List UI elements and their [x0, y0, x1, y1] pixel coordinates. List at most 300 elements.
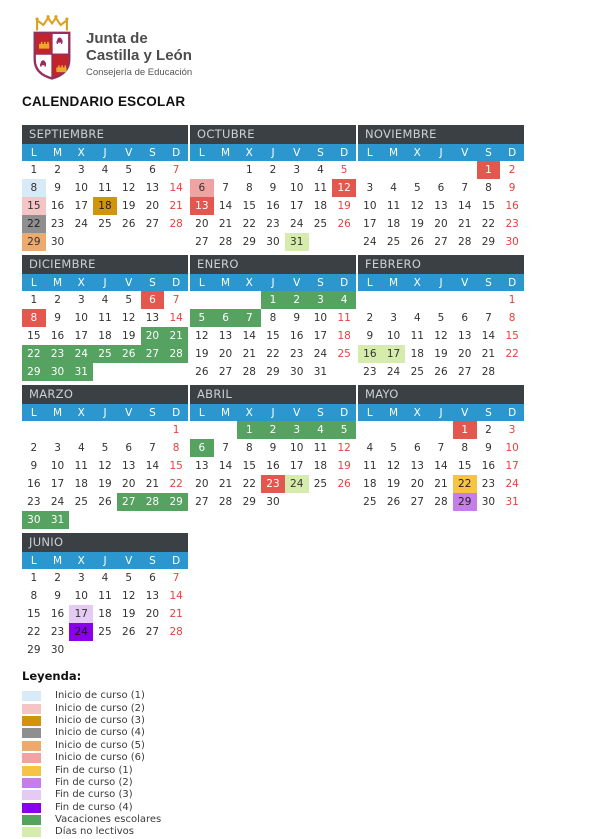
- day-cell: 4: [332, 291, 356, 309]
- weekday-header: J: [93, 404, 117, 421]
- day-cell: 7: [172, 572, 180, 584]
- day-cell: 17: [74, 200, 88, 212]
- day-cell: 15: [481, 200, 496, 212]
- empty-cell: [214, 421, 238, 439]
- weekday-header: M: [46, 552, 70, 569]
- day-cell: 3: [77, 294, 85, 306]
- weekday-header: D: [332, 144, 356, 161]
- day-cell: 16: [27, 478, 41, 490]
- day-cell: 8: [245, 442, 253, 454]
- day-cell: 30: [481, 496, 496, 508]
- day-cell: 27: [141, 345, 165, 363]
- month-days-grid: [22, 144, 188, 251]
- day-cell: 30: [50, 236, 65, 248]
- weekday-header: S: [141, 274, 165, 291]
- day-cell: 18: [74, 478, 88, 490]
- weekday-header: D: [164, 552, 188, 569]
- page-title: CALENDARIO ESCOLAR: [22, 94, 186, 109]
- legend: [22, 669, 602, 839]
- month-days-grid: [358, 404, 524, 511]
- day-cell: 25: [93, 345, 117, 363]
- day-cell: 28: [218, 496, 233, 508]
- day-cell: 7: [172, 164, 180, 176]
- day-cell: 8: [461, 442, 469, 454]
- day-cell: 25: [410, 366, 424, 378]
- day-cell: 8: [485, 182, 492, 194]
- legend-item-inicio2: [22, 702, 602, 714]
- day-cell: 23: [46, 345, 70, 363]
- day-cell: 1: [477, 161, 501, 179]
- day-cell: 22: [266, 348, 280, 360]
- month-febrero: [358, 255, 524, 381]
- day-cell: 1: [261, 291, 285, 309]
- month-diciembre: [22, 255, 188, 381]
- weekday-header: M: [46, 144, 70, 161]
- weekday-header: S: [309, 274, 333, 291]
- empty-cell: [237, 291, 261, 309]
- day-cell: 17: [50, 478, 65, 490]
- day-cell: 13: [145, 312, 160, 324]
- day-cell: 16: [50, 200, 65, 212]
- weekday-header: V: [453, 274, 477, 291]
- day-cell: 22: [242, 478, 256, 490]
- day-cell: 10: [386, 330, 401, 342]
- day-cell: 25: [386, 236, 401, 248]
- legend-item-vacaciones: [22, 814, 602, 826]
- day-cell: 5: [340, 164, 348, 176]
- day-cell: 8: [30, 590, 38, 602]
- day-cell: 17: [69, 605, 93, 623]
- day-cell: 11: [410, 330, 424, 342]
- day-cell: 29: [453, 493, 477, 511]
- day-cell: 11: [74, 460, 88, 472]
- day-cell: 7: [237, 309, 261, 327]
- day-cell: 31: [313, 366, 328, 378]
- weekday-header: D: [500, 144, 524, 161]
- empty-cell: [358, 291, 382, 309]
- day-cell: 20: [218, 348, 233, 360]
- weekday-header: X: [405, 274, 429, 291]
- legend-swatch-nolectivo: [22, 827, 41, 837]
- empty-cell: [358, 421, 382, 439]
- day-cell: 2: [366, 312, 374, 324]
- legend-label: Inicio de curso (4): [55, 727, 145, 739]
- legend-items: [22, 690, 602, 839]
- empty-cell: [429, 161, 453, 179]
- day-cell: 13: [122, 460, 136, 472]
- day-cell: 24: [386, 366, 401, 378]
- weekday-header: L: [358, 274, 382, 291]
- day-cell: 5: [125, 572, 133, 584]
- day-cell: 12: [332, 179, 356, 197]
- legend-swatch-inicio6: [22, 753, 41, 763]
- day-cell: 18: [98, 330, 112, 342]
- day-cell: 6: [141, 291, 165, 309]
- day-cell: 17: [74, 330, 88, 342]
- weekday-header: L: [358, 144, 382, 161]
- day-cell: 18: [93, 197, 117, 215]
- day-cell: 12: [337, 442, 351, 454]
- empty-cell: [46, 421, 70, 439]
- weekday-header: S: [477, 274, 501, 291]
- day-cell: 12: [122, 182, 136, 194]
- legend-label: Fin de curso (3): [55, 789, 133, 801]
- day-cell: 3: [366, 182, 374, 194]
- day-cell: 17: [382, 345, 406, 363]
- day-cell: 27: [145, 218, 160, 230]
- day-cell: 21: [169, 608, 183, 620]
- weekday-header: D: [164, 274, 188, 291]
- month-junio: [22, 533, 188, 659]
- day-cell: 4: [101, 164, 109, 176]
- day-cell: 9: [269, 442, 277, 454]
- day-cell: 26: [434, 366, 448, 378]
- day-cell: 26: [386, 496, 401, 508]
- month-days-grid: [22, 274, 188, 381]
- day-cell: 19: [434, 348, 448, 360]
- day-cell: 5: [413, 182, 421, 194]
- day-cell: 13: [145, 182, 160, 194]
- legend-label: Días no lectivos: [55, 826, 135, 838]
- day-cell: 25: [313, 218, 328, 230]
- day-cell: 8: [22, 179, 46, 197]
- day-cell: 7: [461, 182, 469, 194]
- month-enero: [190, 255, 356, 381]
- weekday-header: J: [429, 144, 453, 161]
- day-cell: 26: [122, 626, 136, 638]
- empty-cell: [214, 161, 238, 179]
- weekday-header: M: [382, 144, 406, 161]
- empty-cell: [190, 291, 214, 309]
- month-title: ABRIL: [190, 385, 356, 404]
- weekday-header: V: [117, 552, 141, 569]
- day-cell: 10: [74, 182, 88, 194]
- legend-swatch-fin3: [22, 790, 41, 800]
- calendar-page: [0, 14, 602, 838]
- day-cell: 4: [309, 421, 333, 439]
- day-cell: 20: [195, 478, 209, 490]
- day-cell: 30: [266, 236, 280, 248]
- day-cell: 20: [145, 608, 160, 620]
- month-title: NOVIEMBRE: [358, 125, 524, 144]
- day-cell: 6: [149, 164, 156, 176]
- weekday-header: M: [382, 404, 406, 421]
- day-cell: 18: [313, 200, 328, 212]
- day-cell: 4: [413, 312, 421, 324]
- legend-label: Inicio de curso (1): [55, 690, 145, 702]
- weekday-header: X: [405, 144, 429, 161]
- day-cell: 5: [190, 309, 214, 327]
- weekday-header: D: [332, 404, 356, 421]
- empty-cell: [405, 161, 429, 179]
- day-cell: 6: [190, 179, 214, 197]
- day-cell: 16: [266, 200, 280, 212]
- day-cell: 14: [169, 182, 183, 194]
- month-title: ENERO: [190, 255, 356, 274]
- empty-cell: [477, 291, 501, 309]
- empty-cell: [190, 421, 214, 439]
- empty-cell: [453, 161, 477, 179]
- weekday-header: L: [190, 274, 214, 291]
- day-cell: 10: [313, 312, 328, 324]
- day-cell: 17: [290, 460, 304, 472]
- day-cell: 28: [164, 345, 188, 363]
- legend-swatch-fin2: [22, 778, 41, 788]
- day-cell: 15: [242, 460, 256, 472]
- weekday-header: V: [285, 404, 309, 421]
- day-cell: 9: [508, 182, 516, 194]
- day-cell: 2: [54, 572, 61, 584]
- day-cell: 20: [145, 200, 160, 212]
- legend-label: Inicio de curso (3): [55, 714, 145, 726]
- month-days-grid: [190, 404, 356, 511]
- day-cell: 23: [261, 475, 285, 493]
- day-cell: 13: [195, 460, 209, 472]
- month-days-grid: [358, 274, 524, 381]
- day-cell: 21: [458, 218, 472, 230]
- month-abril: [190, 385, 356, 511]
- day-cell: 14: [242, 330, 256, 342]
- weekday-header: M: [214, 274, 238, 291]
- day-cell: 6: [437, 182, 445, 194]
- day-cell: 17: [290, 200, 304, 212]
- day-cell: 5: [390, 442, 397, 454]
- day-cell: 22: [453, 475, 477, 493]
- day-cell: 7: [222, 182, 229, 194]
- empty-cell: [69, 421, 93, 439]
- day-cell: 4: [101, 294, 109, 306]
- day-cell: 11: [313, 182, 328, 194]
- day-cell: 29: [242, 496, 256, 508]
- empty-cell: [405, 421, 429, 439]
- day-cell: 8: [22, 309, 46, 327]
- day-cell: 4: [101, 572, 109, 584]
- legend-item-inicio3: [22, 715, 602, 727]
- day-cell: 19: [98, 478, 112, 490]
- day-cell: 26: [195, 366, 209, 378]
- month-title: FEBRERO: [358, 255, 524, 274]
- day-cell: 17: [313, 330, 328, 342]
- weekday-header: L: [190, 404, 214, 421]
- day-cell: 10: [290, 182, 304, 194]
- org-name: [86, 30, 192, 78]
- day-cell: 18: [363, 478, 377, 490]
- day-cell: 13: [218, 330, 233, 342]
- day-cell: 25: [337, 348, 351, 360]
- weekday-header: D: [332, 274, 356, 291]
- day-cell: 27: [410, 496, 424, 508]
- day-cell: 18: [98, 608, 112, 620]
- day-cell: 12: [410, 200, 424, 212]
- weekday-header: L: [22, 404, 46, 421]
- weekday-header: D: [500, 404, 524, 421]
- day-cell: 29: [22, 363, 46, 381]
- day-cell: 23: [266, 218, 280, 230]
- legend-item-inicio1: [22, 690, 602, 702]
- day-cell: 30: [46, 363, 70, 381]
- day-cell: 22: [27, 626, 41, 638]
- org-name-line1: Junta de: [86, 30, 148, 47]
- day-cell: 5: [437, 312, 445, 324]
- empty-cell: [141, 421, 165, 439]
- weekday-header: V: [285, 144, 309, 161]
- day-cell: 27: [145, 626, 160, 638]
- day-cell: 13: [458, 330, 472, 342]
- legend-item-fin1: [22, 764, 602, 776]
- day-cell: 27: [434, 236, 448, 248]
- day-cell: 12: [122, 312, 136, 324]
- day-cell: 11: [98, 182, 112, 194]
- day-cell: 19: [337, 460, 351, 472]
- month-title: JUNIO: [22, 533, 188, 552]
- month-marzo: [22, 385, 188, 529]
- day-cell: 15: [458, 460, 472, 472]
- day-cell: 2: [269, 164, 277, 176]
- day-cell: 11: [363, 460, 377, 472]
- day-cell: 13: [410, 460, 424, 472]
- month-mayo: [358, 385, 524, 511]
- month-title: MAYO: [358, 385, 524, 404]
- empty-cell: [429, 421, 453, 439]
- day-cell: 21: [218, 218, 233, 230]
- day-cell: 17: [363, 218, 377, 230]
- day-cell: 19: [410, 218, 424, 230]
- org-name-line2: Castilla y León: [86, 47, 192, 64]
- day-cell: 24: [69, 345, 93, 363]
- day-cell: 25: [313, 478, 328, 490]
- month-title: MARZO: [22, 385, 188, 404]
- day-cell: 11: [98, 312, 112, 324]
- day-cell: 24: [285, 475, 309, 493]
- weekday-header: V: [285, 274, 309, 291]
- day-cell: 9: [293, 312, 301, 324]
- day-cell: 18: [337, 330, 351, 342]
- day-cell: 11: [337, 312, 351, 324]
- day-cell: 12: [195, 330, 209, 342]
- day-cell: 3: [390, 312, 397, 324]
- day-cell: 2: [261, 421, 285, 439]
- castilla-leon-crest-icon: [28, 14, 76, 80]
- legend-swatch-inicio3: [22, 716, 41, 726]
- day-cell: 11: [386, 200, 401, 212]
- weekday-header: X: [237, 144, 261, 161]
- day-cell: 10: [74, 590, 88, 602]
- day-cell: 8: [172, 442, 180, 454]
- day-cell: 21: [481, 348, 496, 360]
- org-department: Consejería de Educación: [86, 67, 193, 78]
- day-cell: 23: [50, 626, 65, 638]
- day-cell: 7: [437, 442, 445, 454]
- day-cell: 24: [74, 218, 88, 230]
- day-cell: 22: [242, 218, 256, 230]
- day-cell: 29: [266, 366, 280, 378]
- weekday-header: J: [93, 274, 117, 291]
- legend-label: Inicio de curso (6): [55, 752, 145, 764]
- day-cell: 28: [481, 366, 496, 378]
- day-cell: 26: [98, 496, 112, 508]
- day-cell: 15: [169, 460, 183, 472]
- day-cell: 13: [145, 590, 160, 602]
- day-cell: 4: [366, 442, 374, 454]
- day-cell: 20: [410, 478, 424, 490]
- legend-item-inicio5: [22, 740, 602, 752]
- weekday-header: S: [309, 404, 333, 421]
- day-cell: 12: [98, 460, 112, 472]
- day-cell: 27: [218, 366, 233, 378]
- day-cell: 15: [27, 330, 41, 342]
- day-cell: 15: [242, 200, 256, 212]
- weekday-header: J: [93, 144, 117, 161]
- weekday-header: X: [237, 274, 261, 291]
- day-cell: 6: [190, 439, 214, 457]
- day-cell: 19: [122, 200, 136, 212]
- day-cell: 18: [410, 348, 424, 360]
- day-cell: 2: [485, 424, 492, 436]
- day-cell: 16: [505, 200, 519, 212]
- day-cell: 8: [508, 312, 516, 324]
- weekday-header: S: [309, 144, 333, 161]
- day-cell: 21: [169, 200, 183, 212]
- legend-label: Fin de curso (2): [55, 776, 133, 788]
- legend-item-fin3: [22, 789, 602, 801]
- day-cell: 24: [363, 236, 377, 248]
- month-septiembre: [22, 125, 188, 251]
- month-days-grid: [22, 404, 188, 529]
- day-cell: 20: [141, 327, 165, 345]
- weekday-header: S: [477, 144, 501, 161]
- legend-item-fin2: [22, 777, 602, 789]
- weekday-header: D: [164, 404, 188, 421]
- day-cell: 4: [77, 442, 85, 454]
- legend-item-inicio6: [22, 752, 602, 764]
- day-cell: 13: [190, 197, 214, 215]
- empty-cell: [93, 421, 117, 439]
- day-cell: 27: [195, 496, 209, 508]
- legend-label: Fin de curso (4): [55, 801, 133, 813]
- day-cell: 4: [390, 182, 397, 194]
- empty-cell: [382, 291, 406, 309]
- empty-cell: [22, 421, 46, 439]
- day-cell: 2: [54, 294, 61, 306]
- day-cell: 9: [485, 442, 492, 454]
- day-cell: 14: [169, 590, 183, 602]
- day-cell: 29: [481, 236, 496, 248]
- day-cell: 2: [508, 164, 516, 176]
- day-cell: 23: [363, 366, 377, 378]
- weekday-header: S: [141, 404, 165, 421]
- empty-cell: [429, 291, 453, 309]
- day-cell: 14: [169, 312, 183, 324]
- day-cell: 28: [458, 236, 472, 248]
- month-octubre: [190, 125, 356, 251]
- day-cell: 10: [505, 442, 519, 454]
- day-cell: 23: [481, 478, 496, 490]
- day-cell: 2: [54, 164, 61, 176]
- legend-swatch-vacaciones: [22, 815, 41, 825]
- day-cell: 22: [169, 478, 183, 490]
- day-cell: 3: [285, 421, 309, 439]
- day-cell: 10: [50, 460, 65, 472]
- day-cell: 1: [245, 164, 253, 176]
- day-cell: 27: [117, 493, 141, 511]
- day-cell: 28: [218, 236, 233, 248]
- day-cell: 16: [290, 330, 304, 342]
- day-cell: 23: [27, 496, 41, 508]
- day-cell: 15: [27, 608, 41, 620]
- day-cell: 26: [122, 218, 136, 230]
- month-days-grid: [190, 274, 356, 381]
- day-cell: 25: [363, 496, 377, 508]
